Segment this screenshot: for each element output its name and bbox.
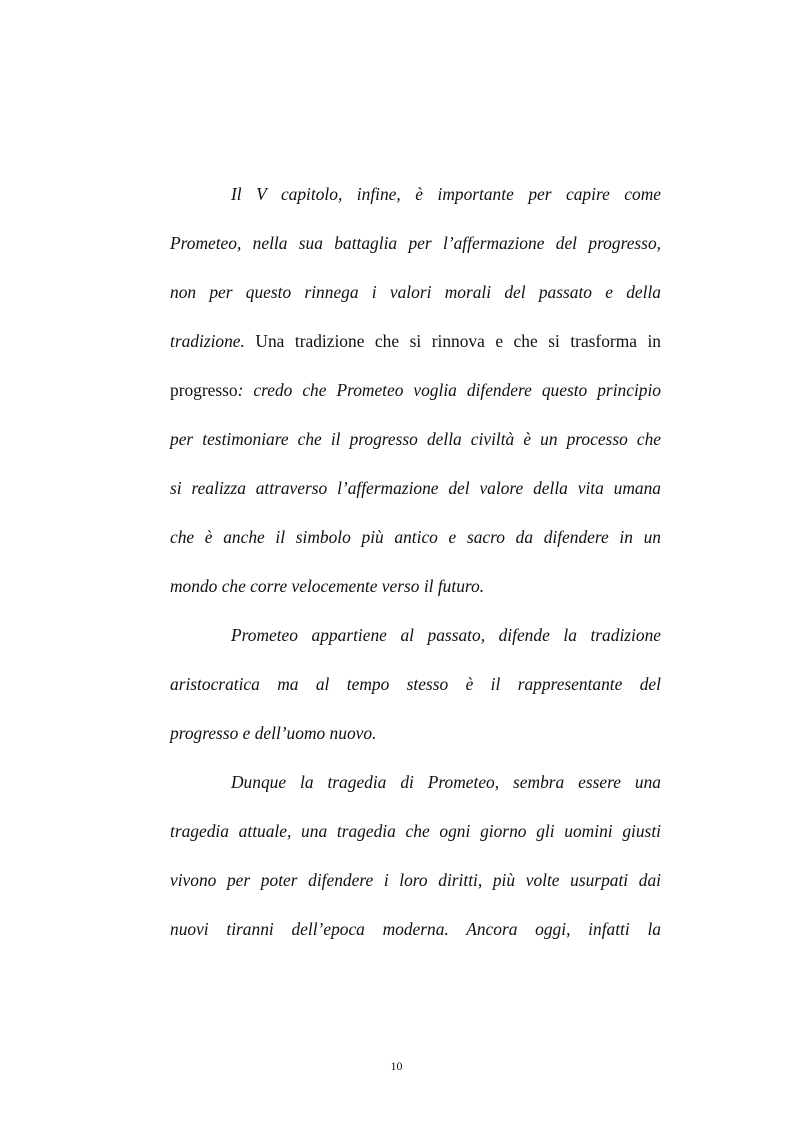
- text-line: mondo che corre velocemente verso il futuro.: [170, 576, 485, 596]
- text-line: aristocratica ma al tempo stesso è il rappresentante del: [170, 674, 661, 694]
- text-line: nuovi tiranni dell’epoca moderna. Ancora oggi, infatti la: [170, 919, 661, 939]
- text-line: Dunque la tragedia di Prometeo, sembra essere una: [231, 772, 661, 792]
- text-line: per testimoniare che il progresso della civiltà è un processo che: [170, 429, 661, 449]
- body-text: [170, 174, 661, 958]
- text-line: che è anche il simbolo più antico e sacro da difendere in un: [170, 527, 661, 547]
- text-line: vivono per poter difendere i loro diritti, più volte usurpati dai: [170, 870, 661, 890]
- text-line: Prometeo, nella sua battaglia per l’affermazione del progresso,: [170, 233, 661, 253]
- text-line: tradizione. Una tradizione che si rinnova e che si trasforma in: [170, 331, 661, 351]
- text-line: tragedia attuale, una tragedia che ogni giorno gli uomini giusti: [170, 821, 661, 841]
- page-number: 10: [390, 1059, 403, 1073]
- text-line: progresso e dell’uomo nuovo.: [170, 723, 377, 743]
- text-line: Prometeo appartiene al passato, difende la tradizione: [231, 625, 661, 645]
- text-line: si realizza attraverso l’affermazione del valore della vita umana: [170, 478, 661, 498]
- text-line: progresso: credo che Prometeo voglia difendere questo principio: [170, 380, 661, 400]
- text-line: non per questo rinnega i valori morali del passato e della: [170, 282, 661, 302]
- text-line: Il V capitolo, infine, è importante per capire come: [231, 184, 661, 204]
